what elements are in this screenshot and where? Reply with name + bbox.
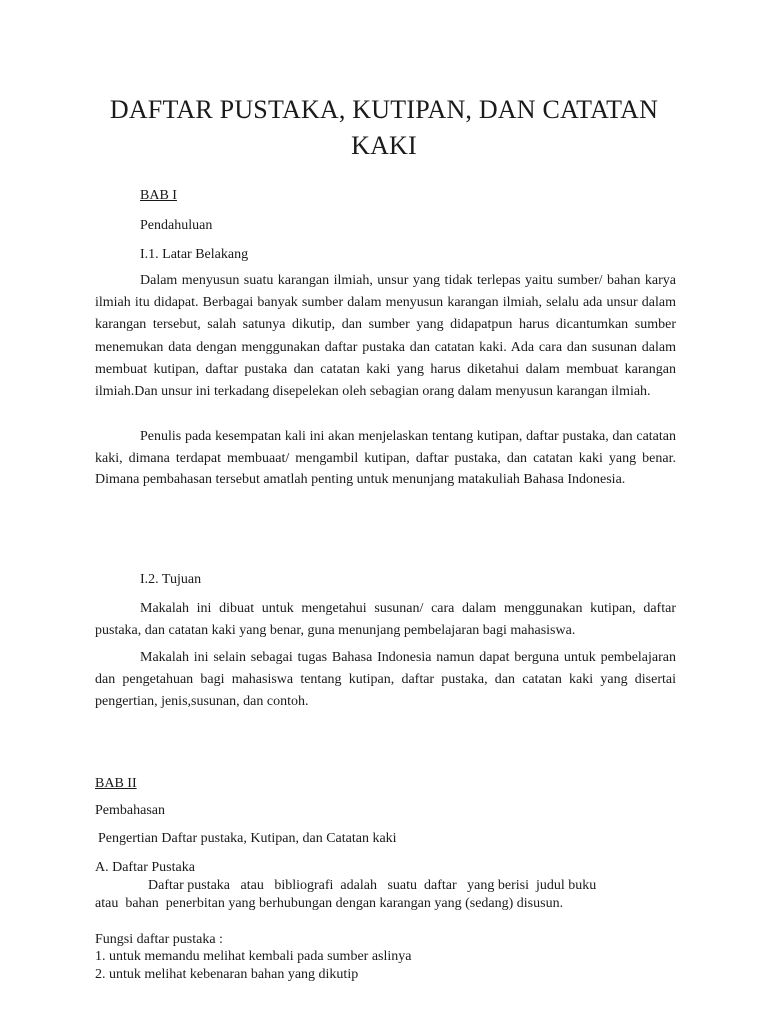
bab2-heading: BAB II [95, 776, 137, 791]
section-tujuan-title: I.2. Tujuan [140, 572, 202, 587]
document-title: DAFTAR PUSTAKA, KUTIPAN, DAN CATATAN KAKI [109, 95, 659, 160]
definition-line-2: atau bahan penerbitan yang berhubungan dengan karangan yang (sedang) disusun. [95, 896, 564, 911]
section-daftar-pustaka-title: A. Daftar Pustaka [95, 860, 195, 875]
bab2-subtitle: Pembahasan [95, 803, 165, 818]
fungsi-title: Fungsi daftar pustaka : [95, 932, 223, 947]
bab2-intro: Pengertian Daftar pustaka, Kutipan, dan Catatan kaki [98, 831, 397, 846]
paragraph-latar-belakang-2: Penulis pada kesempatan kali ini akan menjelaskan tentang kutipan, daftar pustaka, dan catatan kaki, dimana terdapat membuaat/ mengambil kutipan, daftar pustaka, dan catatan kaki yang benar. Dimana pembahasan tersebut amatlah penting untuk menunjang matakuliah Bahasa Indonesia. [95, 429, 676, 487]
bab1-heading: BAB I [140, 188, 177, 203]
fungsi-item: 1. untuk memandu melihat kembali pada sumber aslinya [95, 949, 412, 964]
section-latar-belakang-title: I.1. Latar Belakang [140, 247, 249, 262]
fungsi-item: 2. untuk melihat kebenaran bahan yang dikutip [95, 967, 359, 982]
paragraph-tujuan-1: Makalah ini dibuat untuk mengetahui susunan/ cara dalam menggunakan kutipan, daftar pustaka, dan catatan kaki yang benar, guna menunjang pembelajaran bagi mahasiswa. [95, 601, 676, 639]
bab1-subtitle: Pendahuluan [140, 218, 213, 233]
paragraph-latar-belakang-1: Dalam menyusun suatu karangan ilmiah, unsur yang tidak terlepas yaitu sumber/ bahan karya ilmiah itu didapat. Berbagai banyak sumber dalam menyusun karangan ilmiah, selalu ada unsur dalam karangan tersebut, salah satunya dikutip, dan sumber yang didapatpun harus dicantumkan sumber menemukan data dengan menggunakan daftar pustaka dan catatan kaki. Ada cara dan susunan dalam membuat kutipan, daftar pustaka dan catatan kaki yang harus diketahui dalam membuat karangan ilmiah.Dan unsur ini terkadang disepelekan oleh sebagian orang dalam menyusun karangan ilmiah. [95, 273, 676, 400]
paragraph-tujuan-2: Makalah ini selain sebagai tugas Bahasa Indonesia namun dapat berguna untuk pembelajaran dan pengetahuan bagi mahasiswa tentang kutipan, daftar pustaka, dan catatan kaki yang disertai pengertian, jenis,susunan, dan contoh. [95, 650, 676, 710]
definition-line-1: Daftar pustaka atau bibliografi adalah suatu daftar yang berisi judul buku [148, 878, 597, 893]
